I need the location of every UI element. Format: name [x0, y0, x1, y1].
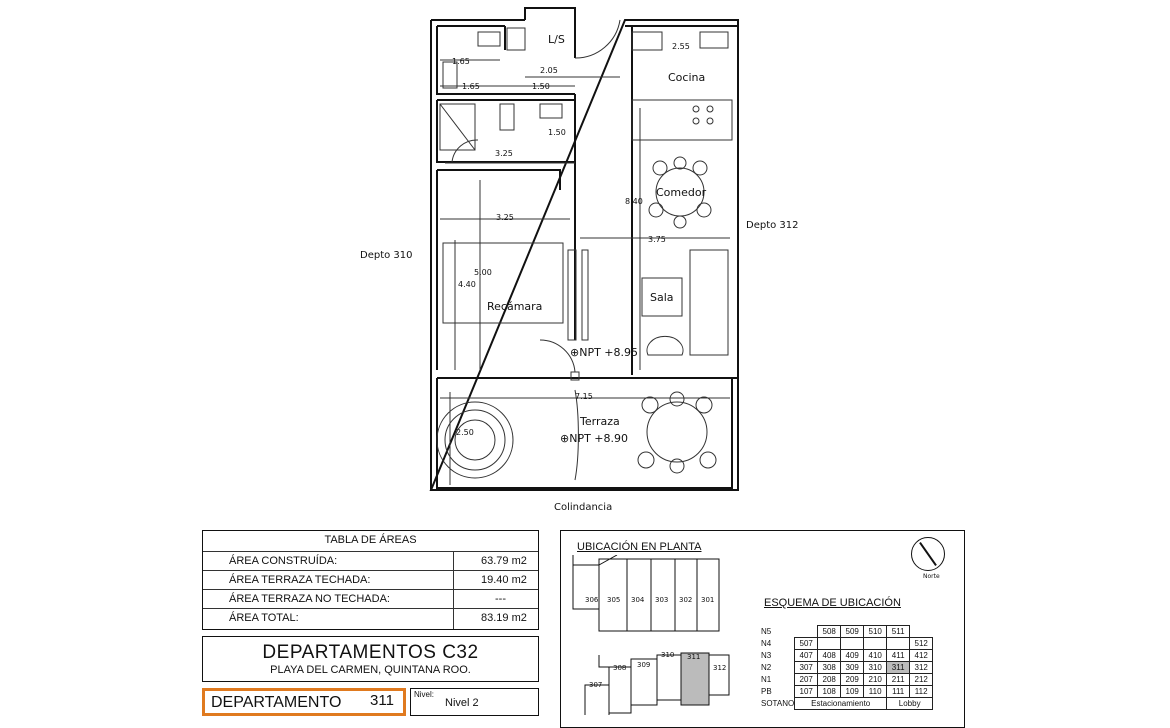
schema-cell: 509	[841, 626, 864, 638]
areas-row	[203, 589, 538, 609]
schema-cell: 407	[795, 650, 818, 662]
dimension-label: 8.40	[625, 197, 643, 206]
site-unit-label: 308	[613, 664, 627, 672]
schema-cell: 109	[841, 686, 864, 698]
schema-cell	[841, 638, 864, 650]
areas-row	[203, 551, 538, 571]
dimension-label: 1.65	[452, 57, 470, 66]
unit-level-value: Nivel 2	[445, 697, 479, 709]
dimension-label: 3.25	[495, 149, 513, 158]
site-unit-label: 301	[701, 596, 715, 604]
unit-level-box	[410, 688, 539, 716]
schema-cell: 208	[818, 674, 841, 686]
room-dining-label: Comedor	[656, 186, 707, 199]
areas-row-value: 83.19 m2	[481, 612, 527, 624]
location-title: UBICACIÓN EN PLANTA	[577, 541, 702, 553]
north-label: Norte	[923, 573, 940, 580]
schema-row	[761, 698, 933, 710]
schema-cell: 308	[818, 662, 841, 674]
schema-row	[761, 638, 933, 650]
schema-parking-cell: Estacionamiento	[795, 698, 887, 710]
areas-row	[203, 570, 538, 590]
site-unit-label: 304	[631, 596, 645, 604]
project-name: DEPARTAMENTOS C32	[262, 642, 479, 663]
room-laundry-label: L/S	[548, 33, 565, 46]
schema-cell: 410	[864, 650, 887, 662]
dimension-label: 2.05	[540, 66, 558, 75]
site-unit-label: 307	[589, 681, 603, 689]
dimension-label: 1.50	[548, 128, 566, 137]
site-unit-label: 305	[607, 596, 621, 604]
schema-cell: 207	[795, 674, 818, 686]
schema-cell: 412	[910, 650, 933, 662]
schema-cell: 409	[841, 650, 864, 662]
neighbor-left-label: Depto 310	[360, 250, 413, 261]
dimension-label: 3.25	[496, 213, 514, 222]
dimension-label: 4.40	[458, 280, 476, 289]
dimension-label: 2.55	[672, 42, 690, 51]
schema-cell: 110	[864, 686, 887, 698]
areas-row-label: ÁREA TOTAL:	[229, 612, 299, 624]
level-marker-icon: ⊕	[570, 346, 580, 359]
schema-level-label: N4	[761, 639, 772, 648]
project-location: PLAYA DEL CARMEN, QUINTANA ROO.	[270, 664, 471, 676]
schema-cell: 209	[841, 674, 864, 686]
level-terrace-value: NPT +8.90	[569, 432, 629, 445]
level-terrace-label	[560, 432, 628, 445]
schema-level-label: N5	[761, 627, 772, 636]
schema-cell: 408	[818, 650, 841, 662]
bottom-boundary-label: Colindancia	[554, 502, 613, 513]
schema-level-label: N3	[761, 651, 772, 660]
schema-cell: 310	[864, 662, 887, 674]
schema-cell: 211	[887, 674, 910, 686]
dimension-label: 3.75	[648, 235, 666, 244]
dimension-label: 1.65	[462, 82, 480, 91]
site-unit-label: 309	[637, 661, 651, 669]
site-plan-drawing	[569, 555, 769, 715]
schema-cell	[887, 638, 910, 650]
unit-label: DEPARTAMENTO	[211, 694, 342, 711]
room-kitchen-label: Cocina	[668, 71, 706, 84]
areas-table	[202, 530, 539, 630]
site-unit-label: 312	[713, 664, 727, 672]
dimension-label: 5.00	[474, 268, 492, 277]
level-interior-label	[570, 346, 638, 359]
unit-number: 311	[370, 692, 394, 709]
areas-row-value: 63.79 m2	[481, 555, 527, 567]
dimension-label: 7.15	[575, 392, 593, 401]
schema-level-label: N1	[761, 675, 772, 684]
schema-cell: 111	[887, 686, 910, 698]
schema-cell: 411	[887, 650, 910, 662]
level-marker-icon: ⊕	[560, 432, 570, 445]
schema-cell: 112	[910, 686, 933, 698]
schema-table	[761, 625, 933, 710]
schema-cell: 108	[818, 686, 841, 698]
room-terrace-label: Terraza	[580, 415, 620, 428]
schema-cell: 309	[841, 662, 864, 674]
schema-cell: 210	[864, 674, 887, 686]
site-unit-label: 303	[655, 596, 669, 604]
dimension-label: 1.50	[532, 82, 550, 91]
neighbor-right-label: Depto 312	[746, 220, 799, 231]
room-living-label: Sala	[650, 291, 674, 304]
schema-level-label: N2	[761, 663, 772, 672]
location-panel	[560, 530, 965, 728]
schema-row	[761, 662, 933, 674]
unit-box	[202, 688, 406, 716]
schema-cell: 312	[910, 662, 933, 674]
site-unit-label: 310	[661, 651, 675, 659]
areas-row-label: ÁREA CONSTRUÍDA:	[229, 555, 338, 567]
level-interior-value: NPT +8.95	[579, 346, 639, 359]
site-unit-label: 311	[687, 653, 701, 661]
schema-row	[761, 626, 933, 638]
schema-level-label: PB	[761, 687, 772, 696]
schema-cell	[910, 626, 933, 638]
unit-level-caption: Nivel:	[414, 690, 435, 699]
schema-row	[761, 686, 933, 698]
schema-cell: 507	[795, 638, 818, 650]
room-bedroom-label: Recámara	[487, 300, 543, 313]
schema-level-label: SOTANO	[761, 699, 795, 708]
schema-cell: 512	[910, 638, 933, 650]
schema-row	[761, 650, 933, 662]
schema-lobby-cell: Lobby	[887, 698, 933, 710]
schema-cell: 508	[818, 626, 841, 638]
areas-table-title: TABLA DE ÁREAS	[324, 534, 417, 546]
schema-cell: 212	[910, 674, 933, 686]
schema-cell: 511	[887, 626, 910, 638]
areas-table-divider	[453, 551, 454, 629]
schema-cell	[818, 638, 841, 650]
project-title-box	[202, 636, 539, 682]
areas-row-label: ÁREA TERRAZA TECHADA:	[229, 574, 371, 586]
north-arrow-icon	[911, 537, 945, 571]
areas-row-value: ---	[495, 593, 506, 605]
site-unit-label: 306	[585, 596, 599, 604]
schema-cell	[864, 638, 887, 650]
dimension-label: 2.50	[456, 428, 474, 437]
schema-row	[761, 674, 933, 686]
areas-row-value: 19.40 m2	[481, 574, 527, 586]
schema-cell	[795, 626, 818, 638]
schema-cell: 307	[795, 662, 818, 674]
areas-row-label: ÁREA TERRAZA NO TECHADA:	[229, 593, 390, 605]
schema-cell: 107	[795, 686, 818, 698]
site-unit-label: 302	[679, 596, 693, 604]
schema-cell-highlighted: 311	[887, 662, 910, 674]
schema-title: ESQUEMA DE UBICACIÓN	[764, 597, 901, 609]
schema-cell: 510	[864, 626, 887, 638]
areas-row	[203, 608, 538, 628]
